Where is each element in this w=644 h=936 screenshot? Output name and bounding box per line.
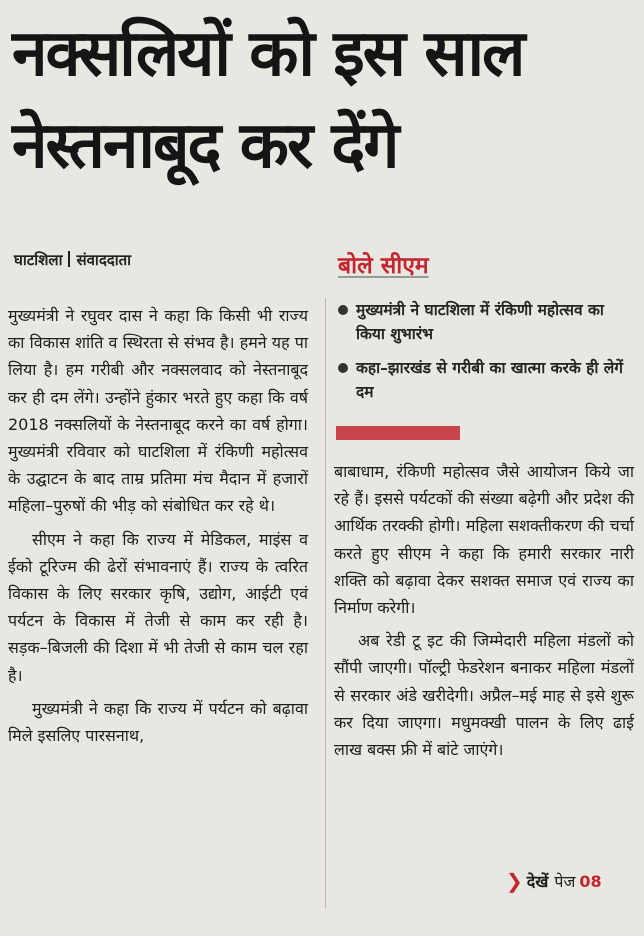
article-paragraph: मुख्यमंत्री ने रघुवर दास ने कहा कि किसी भी राज्य का विकास शांति व स्थिरता से संभव है। हमने यह पा लिया है। हम गरीबी और नक्सलवाद को नेस्तनाबूद कर ही दम लेंगे। उन्होंने हुंकार भरते हुए कहा कि वर्ष 2018 नक्सलियों के नेस्तनाबूद करने का वर्ष होगा। मुख्यमंत्री रविवार को घाटशिला में रंकिणी महोत्सव के उद्घाटन के बाद ताम्र प्रतिमा मंच मैदान में हजारों महिला–पुरुषों की भीड़ को संबोधित कर रहे थे। (8, 306, 308, 516)
headline-line-1: नक्सलियों को इस साल (12, 17, 524, 91)
bullet-icon (338, 305, 348, 315)
article-paragraph: मुख्यमंत्री ने कहा कि राज्य में पर्यटन को बढ़ावा मिले इसलिए पारसनाथ, (8, 698, 308, 746)
article-column-right (334, 458, 634, 763)
accent-bar (336, 426, 460, 440)
headline-line-2: नेस्तनाबूद कर देंगे (12, 109, 398, 183)
highlights-title: बोले सीएम (338, 253, 429, 279)
byline-reporter: संवाददाता (76, 251, 132, 269)
highlights-list (336, 298, 636, 414)
highlight-item (336, 356, 636, 404)
article-paragraph: बाबाधाम, रंकिणी महोत्सव जैसे आयोजन किये जा रहे हैं। इससे पर्यटकों की संख्या बढ़ेगी और प्रदेश की आर्थिक तरक्की होगी। महिला सशक्तीकरण की चर्चा करते हुए सीएम ने कहा कि हमारी सरकार नारी शक्ति को बढ़ावा देकर सशक्त समाज एवं राज्य का निर्माण करेगी। (334, 462, 634, 618)
page-word: पेज (554, 872, 576, 891)
page-number: 08 (579, 871, 602, 891)
highlight-text: मुख्यमंत्री ने घाटशिला में रंकिणी महोत्सव का किया शुभारंभ (356, 301, 604, 343)
headline (12, 8, 644, 192)
column-divider (325, 298, 326, 908)
article-paragraph: सीएम ने कहा कि राज्य में मेडिकल, माइंस व ईको टूरिज्म की ढेरों संभावनाएं हैं। राज्य के त्वरित विकास के लिए सरकार कृषि, उद्योग, आईटी एवं पर्यटन के विकास में तेजी से काम कर रही है। सड़क–बिजली की दिशा में भी तेजी से काम चल रहा है। (8, 529, 308, 685)
continued-label: देखें (526, 872, 549, 891)
chevron-right-icon: ❯ (506, 869, 523, 893)
article-column-left (8, 302, 308, 749)
byline (14, 250, 131, 270)
article-paragraph: अब रेडी टू इट की जिम्मेदारी महिला मंडलों को सौंपी जाएगी। पॉल्ट्री फेडरेशन बनाकर महिला मंडलों से सरकार अंडे खरीदेगी। अप्रैल–मई माह से इसे शुरू कर दिया जाएगा। मधुमक्खी पालन के लिए ढाई लाख बक्स फ्री में बांटे जाएंगे। (334, 631, 634, 760)
continued-on-page[interactable] (506, 869, 602, 893)
byline-place: घाटशिला (14, 251, 63, 269)
byline-separator (68, 251, 70, 267)
highlight-item (336, 298, 636, 346)
highlight-text: कहा–झारखंड से गरीबी का खात्मा करके ही लेगें दम (356, 359, 624, 401)
bullet-icon (338, 363, 348, 373)
